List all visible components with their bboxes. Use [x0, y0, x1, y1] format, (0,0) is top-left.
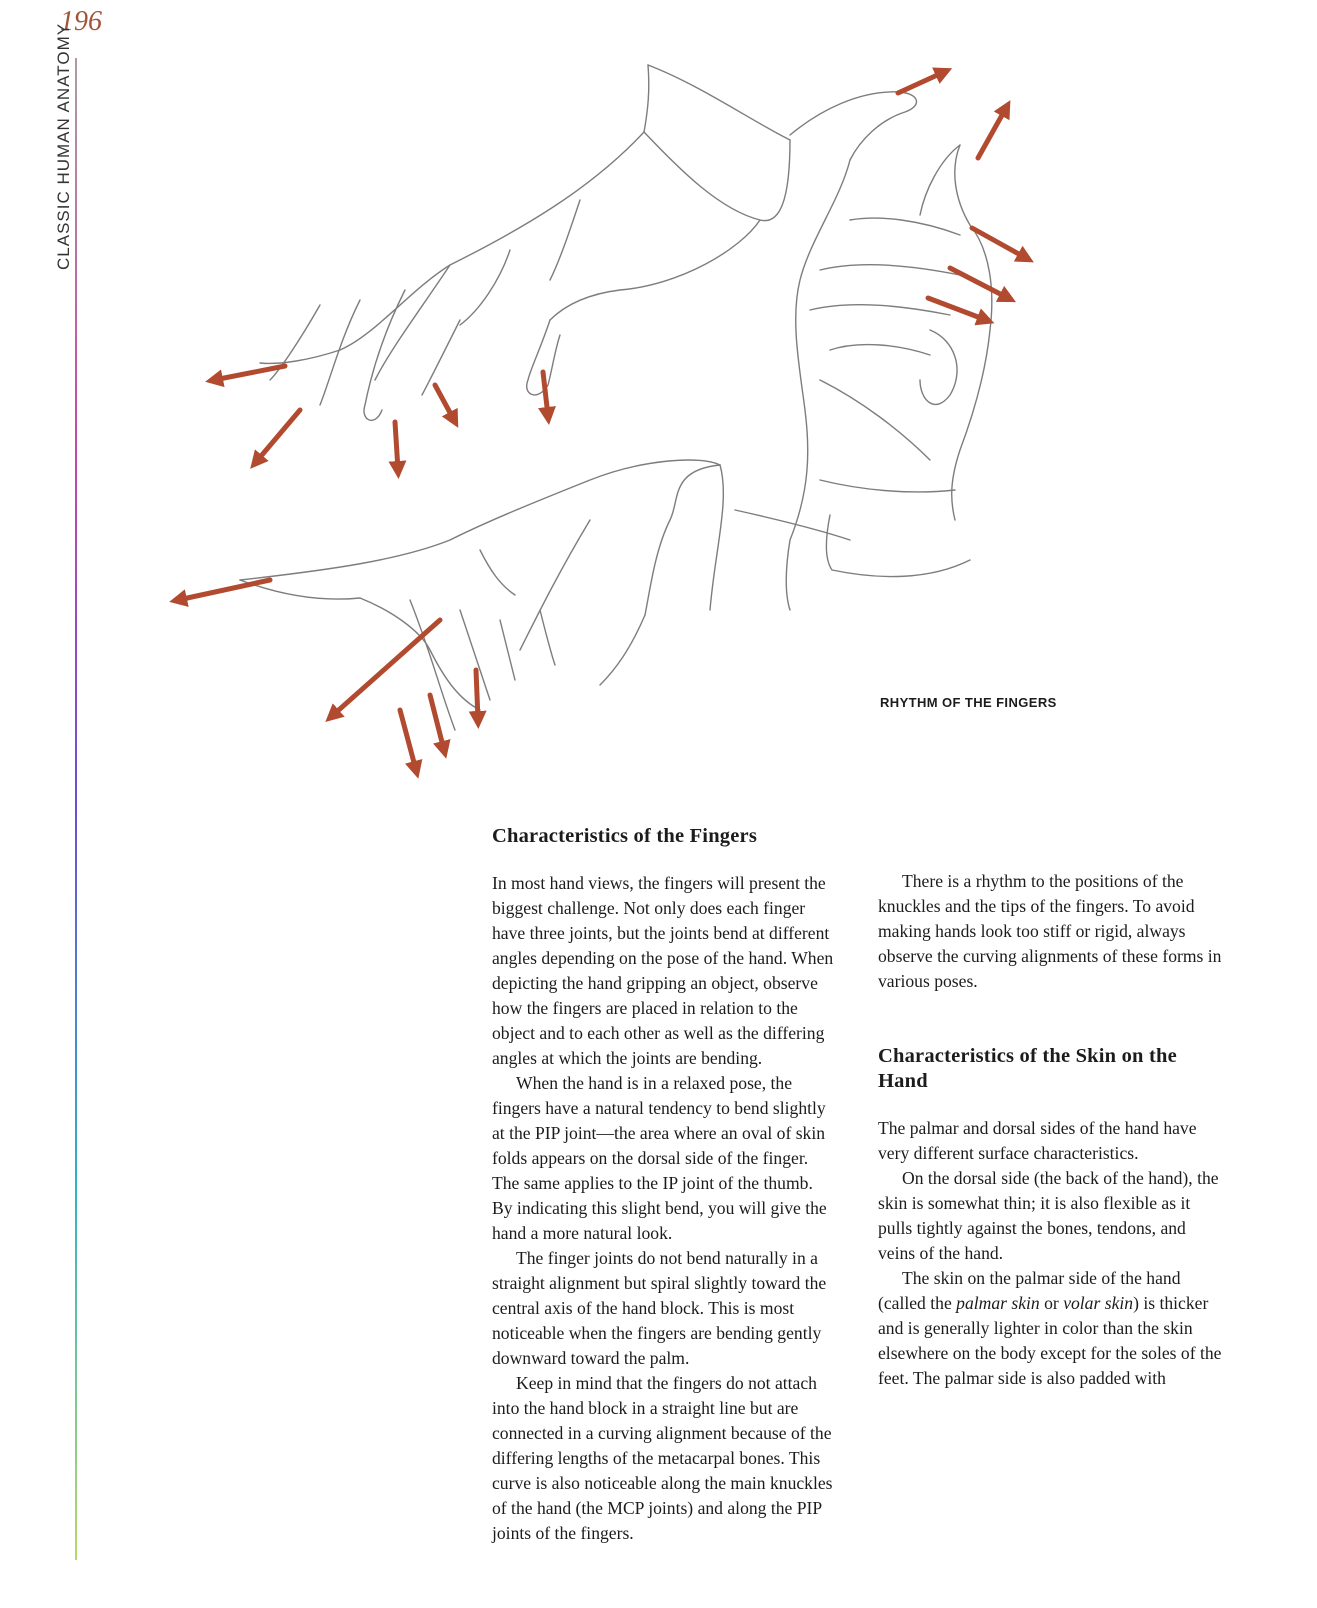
rhythm-arrows — [178, 72, 1026, 770]
hand-sketch-bottom — [240, 460, 850, 730]
term-palmar-skin: palmar skin — [956, 1293, 1040, 1313]
arrow — [950, 268, 1008, 298]
paragraph: In most hand views, the fingers will present the biggest challenge. Not only does each finger have three joints, but the joints bend at different angles depending on the pose of the hand. When depicting the hand gripping an object, observe how the fingers are placed in relation to the object and to each other as well as the differing angles at which the joints are bending. — [492, 873, 834, 1068]
text-column-right — [878, 869, 1223, 1391]
arrow — [214, 366, 285, 380]
side-rule — [75, 58, 77, 1560]
arrow — [395, 422, 398, 470]
text-span: ) is thicker and is generally lighter in color than the skin elsewhere on the body except for the soles of the feet. The palmar side is also padded with — [878, 1293, 1222, 1388]
text-span: or — [1039, 1293, 1064, 1313]
figure-caption: RHYTHM OF THE FINGERS — [880, 695, 1057, 710]
paragraph — [878, 1266, 1223, 1391]
arrow — [332, 620, 440, 716]
hand-sketch-top — [260, 65, 790, 420]
arrow — [898, 72, 944, 93]
running-head: CLASSIC HUMAN ANATOMY — [54, 22, 73, 270]
paragraph: When the hand is in a relaxed pose, the fingers have a natural tendency to bend slightly at the PIP joint—the area where an oval of skin folds appears on the dorsal side of the finger. The same applies to the IP joint of the thumb. By indicating this slight bend, you will give the hand a more natural look. — [492, 1073, 827, 1243]
arrow — [972, 228, 1026, 258]
arrow — [543, 372, 548, 416]
paragraph: Keep in mind that the fingers do not attach into the hand block in a straight line but are connected in a curving alignment because of the differing lengths of the metacarpal bones. This curve is also noticeable along the main knuckles of the hand (the MCP joints) and along the PIP joints of the fingers. — [492, 1373, 833, 1543]
arrow — [435, 385, 454, 420]
hands-illustration — [160, 50, 1060, 790]
arrow — [178, 580, 270, 600]
paragraph: The palmar and dorsal sides of the hand have very different surface characteristics. — [878, 1118, 1197, 1163]
arrow — [978, 108, 1006, 158]
paragraph: There is a rhythm to the positions of the knuckles and the tips of the fingers. To avoid making hands look too stiff or rigid, always observe the curving alignments of these forms in various poses. — [878, 871, 1222, 991]
arrow — [928, 298, 986, 320]
arrow — [476, 670, 478, 720]
section-heading-skin: Characteristics of the Skin on the Hand — [878, 1045, 1177, 1092]
arrow — [430, 695, 444, 750]
term-volar-skin: volar skin — [1063, 1293, 1134, 1313]
section-heading-fingers: Characteristics of the Fingers — [492, 825, 758, 847]
arrow — [256, 410, 300, 462]
paragraph: On the dorsal side (the back of the hand), the skin is somewhat thin; it is also flexible as it pulls tightly against the bones, tendons, and veins of the hand. — [878, 1168, 1219, 1263]
arrow — [400, 710, 416, 770]
text-span: The skin on the palmar side of the hand (called the — [878, 1268, 1181, 1313]
text-column-left — [492, 824, 837, 1546]
page-number: 196 — [60, 6, 102, 37]
paragraph: The finger joints do not bend naturally in a straight alignment but spiral slightly toward the central axis of the hand block. This is most noticeable when the fingers are bending gently downward toward the palm. — [492, 1248, 827, 1368]
hand-sketch-right — [786, 92, 992, 610]
